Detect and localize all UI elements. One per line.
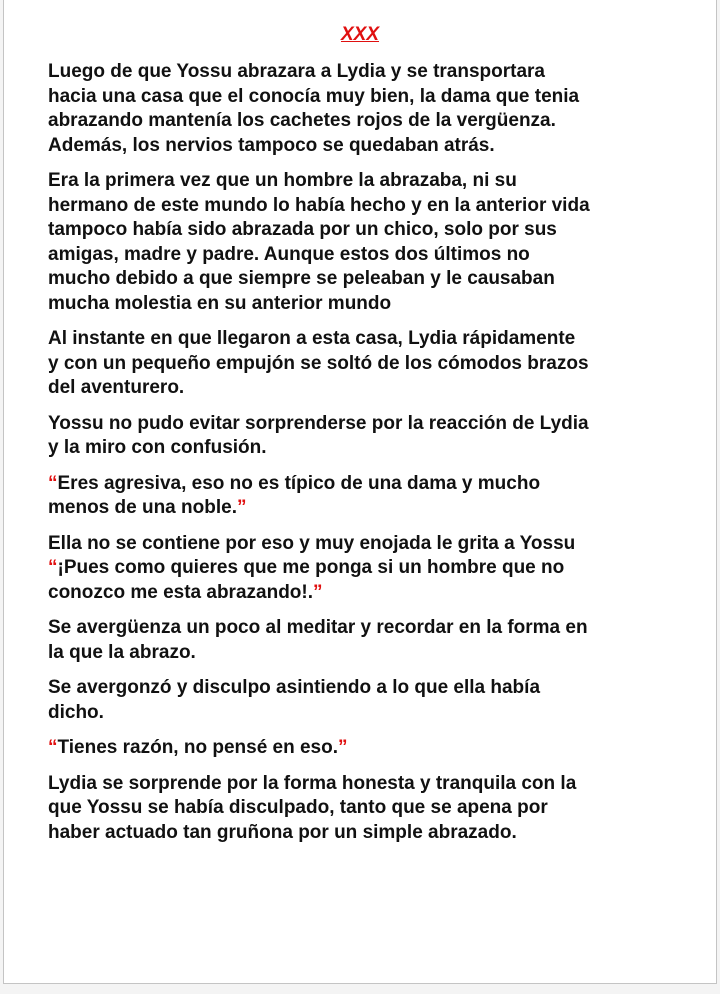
quote-mark: “ xyxy=(48,472,58,494)
text-line: hermano de este mundo lo había hecho y en la anterior vida xyxy=(48,194,590,216)
quote-mark: ” xyxy=(313,581,323,603)
paragraph xyxy=(48,772,708,846)
text-line: Se avergüenza un poco al meditar y recordar en la forma en xyxy=(48,617,588,638)
quote-mark: “ xyxy=(48,737,58,758)
text-line: “Eres agresiva, eso no es típico de una dama y mucho xyxy=(48,472,541,494)
text-line: del aventurero. xyxy=(48,377,185,398)
quote-mark: ” xyxy=(236,497,247,518)
text-line: mucha molestia en su anterior mundo xyxy=(48,292,392,314)
text-line: Lydia se sorprende por la forma honesta y tranquila con la xyxy=(48,772,577,794)
text-line: tampoco había sido abrazada por un chico, solo por sus xyxy=(48,219,557,240)
document-body xyxy=(48,60,708,856)
text-line: la que la abrazo. xyxy=(48,641,196,663)
text-line: Además, los nervios tampoco se quedaban atrás. xyxy=(48,134,495,156)
document-page xyxy=(3,0,717,984)
paragraph xyxy=(48,412,708,461)
text-line: Luego de que Yossu abrazara a Lydia y se transportara xyxy=(48,61,545,82)
paragraph xyxy=(48,472,708,521)
text-line: Se avergonzó y disculpo asintiendo a lo que ella había xyxy=(48,677,541,698)
text-line: dicho. xyxy=(48,701,104,723)
text-line: Yossu no pudo evitar sorprenderse por la reacción de Lydia xyxy=(48,412,589,434)
paragraph xyxy=(48,676,708,725)
text-line: Al instante en que llegaron a esta casa, Lydia rápidamente xyxy=(48,328,576,349)
text-line: menos de una noble.” xyxy=(48,497,247,518)
text-line: “Tienes razón, no pensé en eso.” xyxy=(48,737,348,758)
paragraph xyxy=(48,532,708,606)
text-line: conozco me esta abrazando!.” xyxy=(48,581,323,603)
text-line: y con un pequeño empujón se soltó de los cómodos brazos xyxy=(48,352,589,374)
paragraph xyxy=(48,736,708,761)
text-line: Ella no se contiene por eso y muy enojada le grita a Yossu xyxy=(48,532,576,554)
paragraph xyxy=(48,60,708,158)
text-line: abrazando mantenía los cachetes rojos de la vergüenza. xyxy=(48,110,556,131)
text-line: amigas, madre y padre. Aunque estos dos últimos no xyxy=(48,243,530,265)
paragraph xyxy=(48,169,708,316)
text-line: hacia una casa que el conocía muy bien, la dama que tenia xyxy=(48,85,580,107)
text-line: haber actuado tan gruñona por un simple abrazado. xyxy=(48,821,517,843)
text-line: y la miro con confusión. xyxy=(48,437,267,458)
paragraph xyxy=(48,616,708,665)
quote-mark: ” xyxy=(338,737,348,758)
quote-mark: “ xyxy=(48,557,58,578)
text-line: que Yossu se había disculpado, tanto que se apena por xyxy=(48,797,548,818)
text-line: Era la primera vez que un hombre la abrazaba, ni su xyxy=(48,170,517,191)
text-line: mucho debido a que siempre se peleaban y le causaban xyxy=(48,268,555,289)
chapter-title: XXX xyxy=(340,24,380,45)
paragraph xyxy=(48,327,708,401)
text-line: “¡Pues como quieres que me ponga si un hombre que no xyxy=(48,557,565,578)
